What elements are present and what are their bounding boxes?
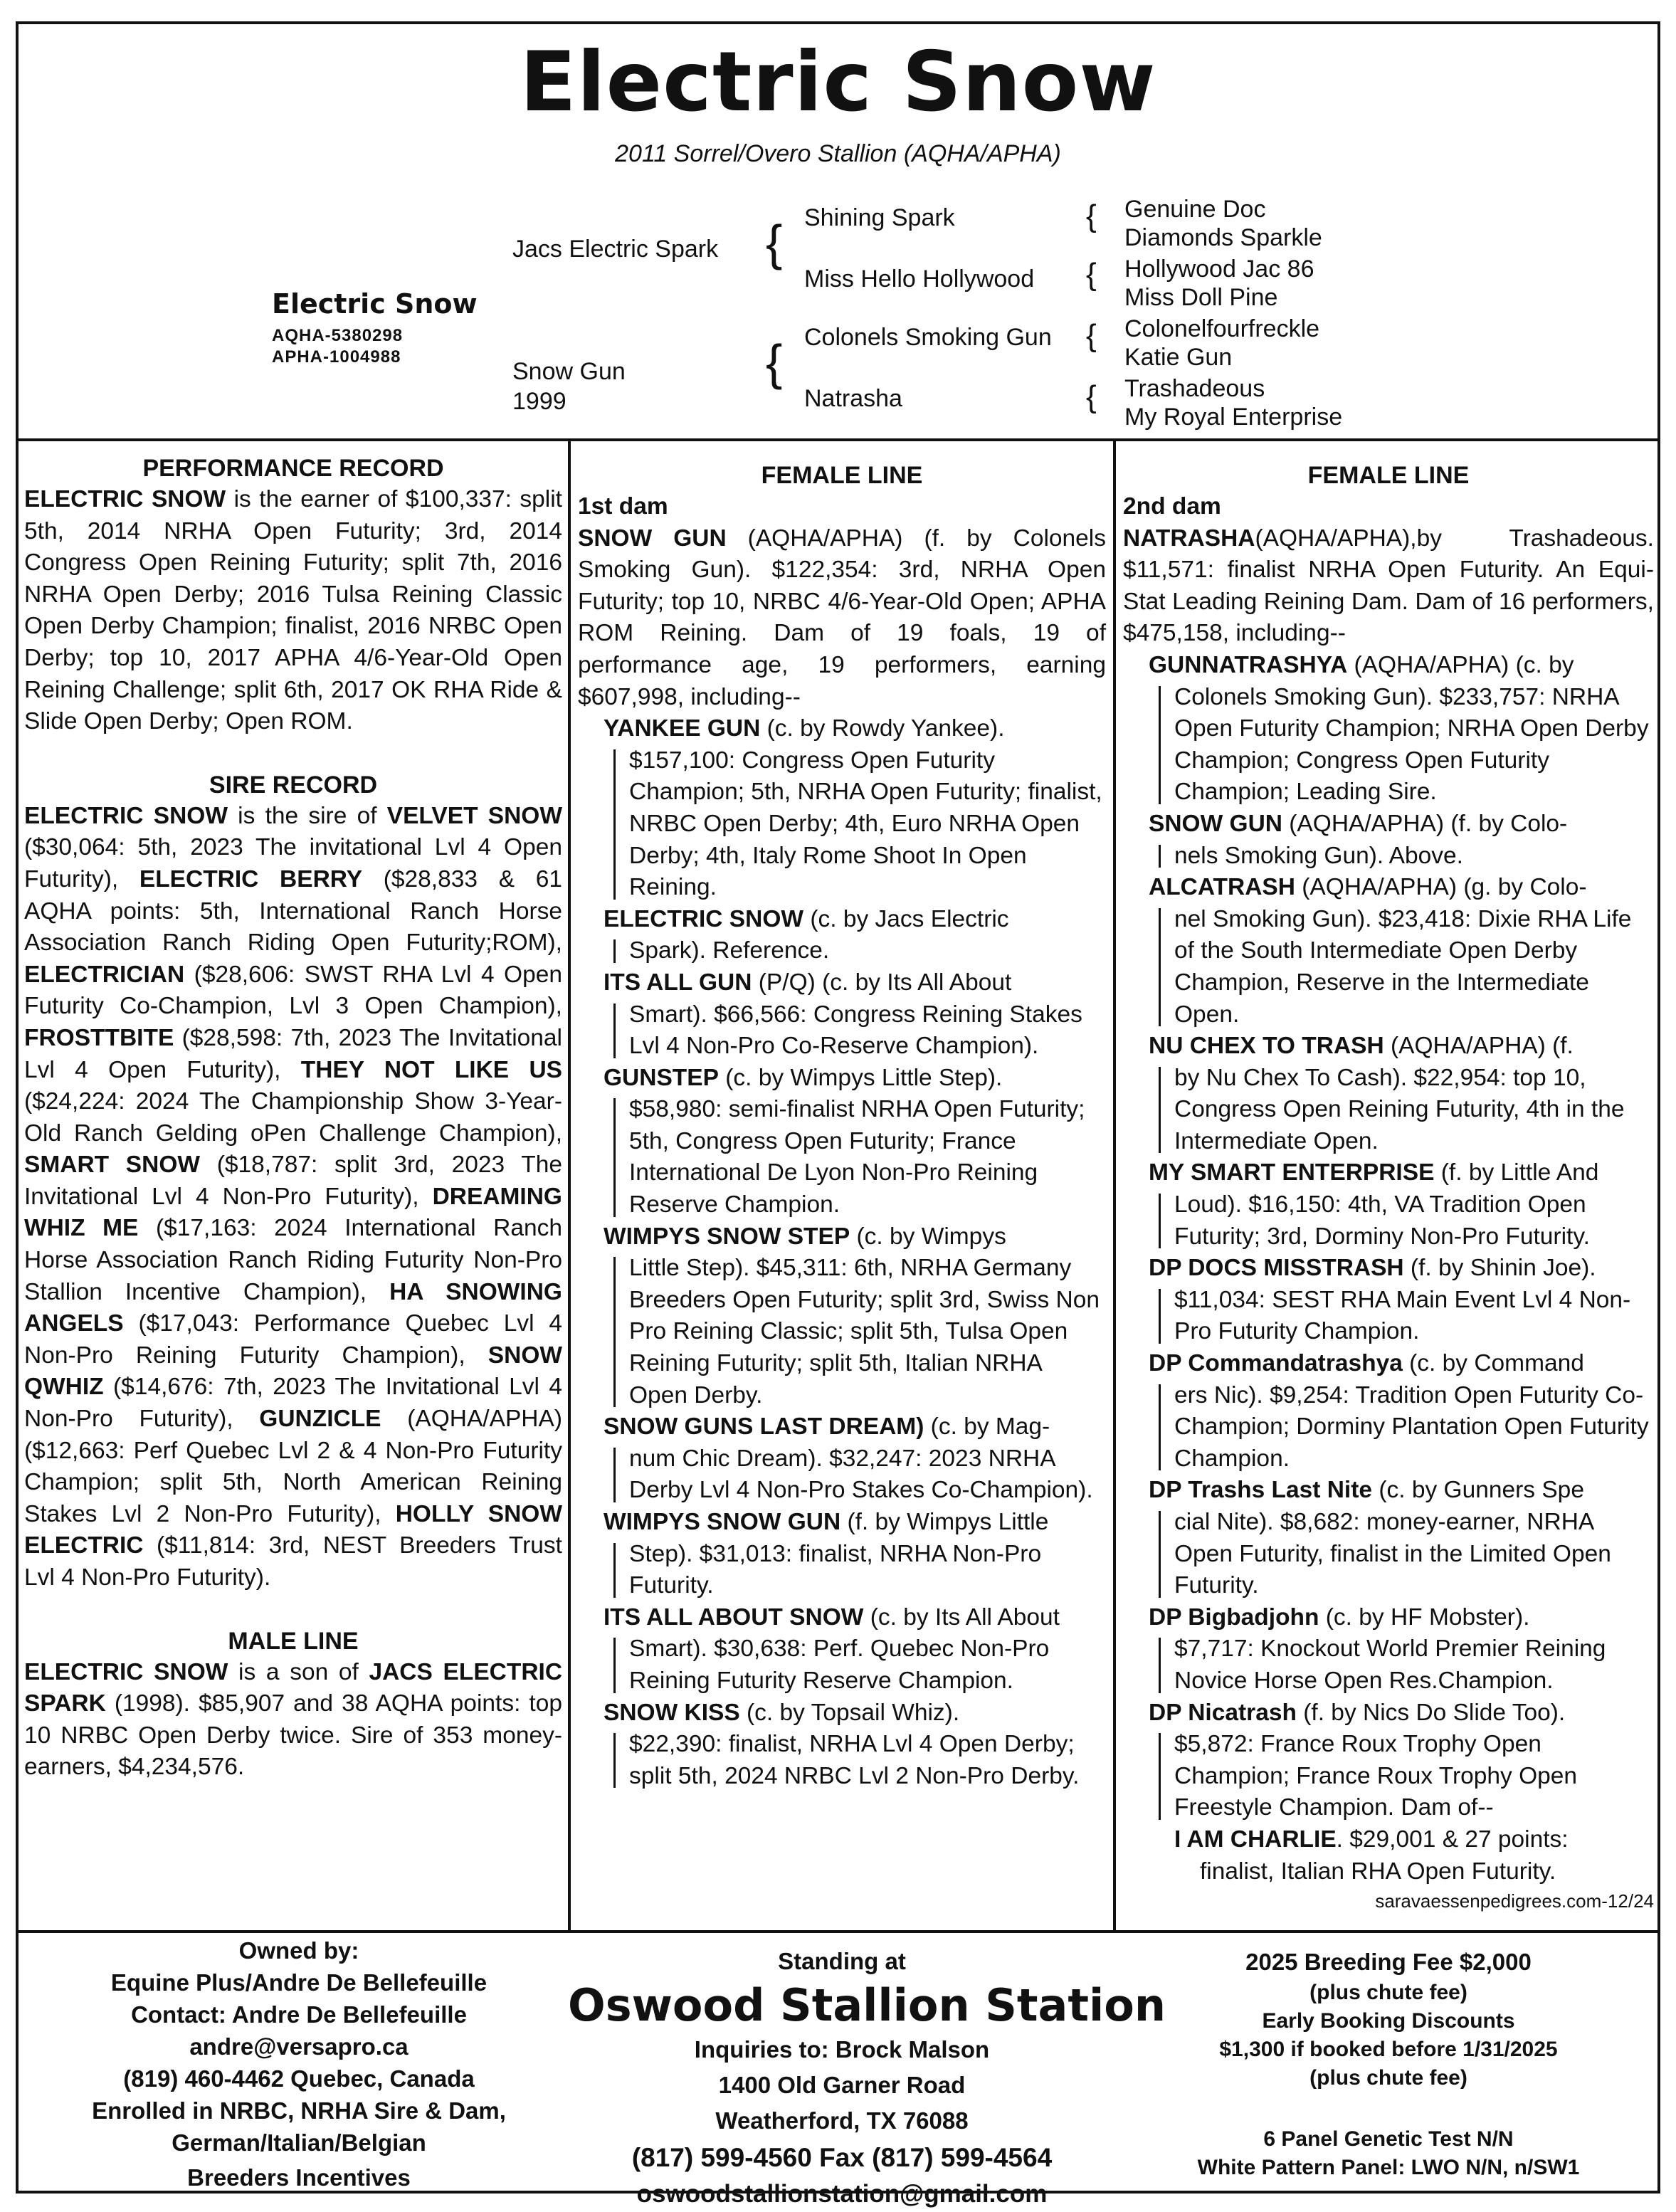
male-line-horse-name: JACS ELECTRIC SPARK: [24, 1658, 563, 1717]
grand-produce-sire: . $29,001 & 27 points:: [1336, 1826, 1569, 1853]
second-dam-produce-entry-header: [1149, 1253, 1654, 1285]
column-female-line-1: [578, 450, 1106, 1930]
sire-record-horse-name: HA SNOWING ANGELS: [24, 1278, 562, 1337]
pedigree-brace-ss: {: [1086, 199, 1097, 233]
second-dam-produce-entry: [1149, 809, 1654, 872]
pedigree-ddd: My Royal Enterprise: [1124, 404, 1343, 431]
column-divider-1: [568, 440, 571, 1932]
sire-record-horse-name: FROSTTBITE: [24, 1024, 174, 1051]
first-dam-produce-entry-name: SNOW KISS: [604, 1699, 740, 1726]
column-female-line-2: [1123, 450, 1654, 1930]
first-dam-label: 1st dam: [578, 493, 668, 520]
second-dam-produce-entry-name: DP Nicatrash: [1149, 1699, 1297, 1726]
second-dam-produce-entry-sire: (f. by Shinin Joe).: [1403, 1255, 1596, 1282]
first-dam-produce-entry: [604, 1602, 1106, 1697]
first-dam-produce-entry-sire: (c. by Rowdy Yankee).: [760, 715, 1005, 742]
performance-horse-name: ELECTRIC SNOW: [24, 486, 226, 512]
sire-record-horse-detail: ($28,606: SWST RHA Lvl 4 Open Futurity Co-Champion, Lvl 3 Open Champion),: [24, 961, 562, 1020]
second-dam-produce-entry-sire: (AQHA/APHA) (f.: [1384, 1033, 1574, 1060]
pedigree-sire-dam: Miss Hello Hollywood: [804, 265, 1035, 293]
first-dam-produce-entry: [604, 1507, 1106, 1602]
second-dam-produce-entry-detail: $11,034: SEST RHA Main Event Lvl 4 Non-Pro Futurity Champion.: [1174, 1285, 1654, 1348]
pedigree-sire-sire: Shining Spark: [804, 204, 955, 231]
second-dam-produce-entry-detail: nels Smoking Gun). Above.: [1174, 841, 1654, 873]
first-dam-produce-entry-header: [604, 1602, 1106, 1634]
second-dam-produce-entry-name: DP Bigbadjohn: [1149, 1603, 1319, 1631]
pedigree-dam-dam: Natrasha: [804, 385, 902, 412]
second-dam-produce-entry: [1149, 1157, 1654, 1253]
sire-record-horse-name: DREAMING WHIZ ME: [24, 1183, 562, 1242]
breeding-fee-block: [1116, 1946, 1661, 2182]
first-dam-produce-entry: [604, 904, 1106, 967]
grand-produce-detail: finalist, Italian RHA Open Futurity.: [1200, 1858, 1556, 1885]
first-dam-text: (AQHA/APHA) (f. by Colonels Smoking Gun). $122,354: 3rd, NRHA Open Futurity; top 10, NRBC 4/6-Year-Old Open; APHA ROM Reining. Dam of 19 foals, 19 of performance age, 19 performers, earning $607,998, including--: [578, 525, 1106, 710]
first-dam-produce-entry-header: [604, 1697, 1106, 1729]
divider-bottom: [19, 1930, 1657, 1933]
page-title: Electric Snow: [520, 34, 1156, 130]
second-dam-produce-entry-sire: (f. by Nics Do Slide Too).: [1296, 1699, 1566, 1726]
pedigree-sire: Jacs Electric Spark: [512, 236, 719, 263]
first-dam-produce-entry-header: [604, 1507, 1106, 1539]
male-line-horse-detail: (1998). $85,907 and 38 AQHA points: top 10 NRBC Open Derby twice. Sire of 353 money-earners, $4,234,576.: [24, 1690, 562, 1781]
female-line-2-heading: FEMALE LINE: [1307, 462, 1470, 489]
second-dam-produce-entry-name: ALCATRASH: [1149, 874, 1295, 901]
second-dam-produce-entry-header: [1149, 872, 1654, 904]
second-dam-produce-entry-header: [1149, 1348, 1654, 1380]
pedigree-dam-sire: Colonels Smoking Gun: [804, 324, 1052, 351]
sire-record-horse-detail: ($14,676: 7th, 2023 The Invitational Lvl 4 Non-Pro Futurity),: [24, 1374, 562, 1433]
standing-heading: Standing at: [778, 1948, 906, 1974]
genetic-test: 6 Panel Genetic Test N/N: [1263, 2127, 1514, 2151]
male-line-horse-detail: is a son of: [228, 1658, 369, 1685]
grand-produce-name: I AM CHARLIE: [1174, 1826, 1337, 1853]
second-dam-produce-entry-sire: (c. by HF Mobster).: [1319, 1603, 1530, 1631]
station-inquiries: Inquiries to: Brock Malson: [694, 2036, 990, 2063]
second-dam-produce-entry-detail: Loud). $16,150: 4th, VA Tradition Open Futurity; 3rd, Dorminy Non-Pro Futurity.: [1174, 1189, 1654, 1253]
first-dam-produce-entry-sire: (P/Q) (c. by Its All About: [752, 969, 1012, 996]
second-dam-produce-entry-header: [1149, 1475, 1654, 1507]
first-dam-produce-entry-name: ITS ALL GUN: [604, 969, 752, 996]
owner-heading: Owned by:: [238, 1937, 359, 1964]
first-dam-produce-entry-name: WIMPYS SNOW STEP: [604, 1223, 850, 1250]
second-dam-produce-entry-sire: (c. by Gunners Spe: [1372, 1477, 1584, 1504]
second-dam-produce-entry-detail: ers Nic). $9,254: Tradition Open Futurity Co-Champion; Dorminy Plantation Open Futurity Champion.: [1174, 1380, 1654, 1475]
early-booking-note: (plus chute fee): [1309, 2066, 1467, 2090]
first-dam-produce-entry-sire: (c. by Wimpys Little Step).: [718, 1064, 1003, 1091]
sire-record-horse-detail: ($28,833 & 61 AQHA points: 5th, International Ranch Horse Association Ranch Riding Open Futurity;ROM),: [24, 865, 562, 957]
first-dam-produce-entry: [604, 1063, 1106, 1221]
second-dam-produce-entry-detail: by Nu Chex To Cash). $22,954: top 10, Congress Open Reining Futurity, 4th in the Intermediate Open.: [1174, 1063, 1654, 1158]
first-dam-produce-entry-name: GUNSTEP: [604, 1064, 719, 1091]
first-dam-produce-entry-detail: $22,390: finalist, NRHA Lvl 4 Open Derby; split 5th, 2024 NRBC Lvl 2 Non-Pro Derby.: [629, 1729, 1106, 1792]
sire-record-horse-name: THEY NOT LIKE US: [300, 1056, 562, 1083]
second-dam-produce-entry-header: [1149, 650, 1654, 682]
male-line-heading: MALE LINE: [228, 1627, 359, 1655]
apha-registration: APHA-1004988: [272, 347, 401, 367]
standing-block: [568, 1946, 1166, 2212]
second-dam-produce-entry: [1149, 872, 1654, 1031]
sire-record-horse-name: SNOW QWHIZ: [24, 1342, 562, 1401]
second-dam-produce-entry-name: DP Commandatrashya: [1149, 1350, 1403, 1377]
performance-record: [24, 484, 562, 738]
owner-enrollment: Enrolled in NRBC, NRHA Sire & Dam,: [92, 2097, 506, 2124]
sire-record-horse-detail: ($30,064: 5th, 2023 The invitational Lvl 4 Open Futurity),: [24, 834, 562, 892]
station-email-link[interactable]: oswoodstallionstation@gmail.com: [636, 2180, 1048, 2208]
second-dam-produce-list: [1123, 650, 1654, 1824]
second-dam-produce-entry-sire: (AQHA/APHA) (g. by Colo-: [1295, 874, 1587, 901]
column-divider-2: [1113, 440, 1116, 1932]
first-dam-produce-entry: [604, 1411, 1106, 1507]
first-dam-produce-entry: [604, 713, 1106, 904]
second-dam-produce-entry: [1149, 1348, 1654, 1475]
pedigree-horse-name: Electric Snow: [272, 288, 478, 320]
owner-email-link[interactable]: andre@versapro.ca: [189, 2033, 409, 2060]
performance-text: is the earner of $100,337: split 5th, 2014 NRHA Open Futurity; 3rd, 2014 Congress Open Reining Futurity; split 7th, 2016 NRHA Open Derby; 2016 Tulsa Reining Classic Open Derby Champion; finalist, 2016 NRBC Open Derby; top 10, 2017 APHA 4/6-Year-Old Open Reining Challenge; split 6th, 2017 OK RHA Ride & Slide Open Derby; Open ROM.: [24, 486, 562, 735]
second-dam-produce-entry-name: DP DOCS MISSTRASH: [1149, 1255, 1404, 1282]
female-line-1-heading: FEMALE LINE: [761, 462, 923, 489]
owner-incentives-label: Breeders Incentives: [187, 2164, 411, 2191]
first-dam-produce-entry-header: [604, 1411, 1106, 1443]
sire-record-heading: SIRE RECORD: [209, 771, 378, 799]
second-dam-produce-entry-name: GUNNATRASHYA: [1149, 651, 1348, 678]
early-booking-label: Early Booking Discounts: [1262, 2009, 1515, 2033]
aqha-registration: AQHA-5380298: [272, 326, 404, 345]
first-dam-produce-entry-detail: $157,100: Congress Open Futurity Champion; 5th, NRHA Open Futurity; finalist, NRBC Open Derby; 4th, Euro NRHA Open Derby; 4th, Italy Rome Shoot In Open Reining.: [629, 745, 1106, 904]
first-dam-produce-entry-detail: Spark). Reference.: [629, 935, 1106, 967]
owner-phone: (819) 460-4462 Quebec, Canada: [123, 2065, 475, 2092]
second-dam-produce-entry-detail: nel Smoking Gun). $23,418: Dixie RHA Life of the South Intermediate Open Derby Champion, Reserve in the Intermediate Open.: [1174, 904, 1654, 1031]
first-dam-produce-entry-sire: (c. by Topsail Whiz).: [739, 1699, 960, 1726]
pedigree-dam-year: 1999: [512, 388, 566, 415]
pedigree-brace-sire: {: [766, 215, 783, 270]
breeding-fee-note: (plus chute fee): [1309, 1981, 1467, 2004]
first-dam-produce-entry-name: ITS ALL ABOUT SNOW: [604, 1603, 864, 1631]
second-dam-text: (AQHA/APHA),by Trashadeous. $11,571: finalist NRHA Open Futurity. An Equi-Stat Leading Reining Dam. Dam of 16 performers, $475,158, including--: [1123, 525, 1654, 647]
first-dam-produce-entry-detail: num Chic Dream). $32,247: 2023 NRHA Derby Lvl 4 Non-Pro Stakes Co-Champion).: [629, 1443, 1106, 1507]
sire-record-horse-detail: (AQHA/APHA) ($12,663: Perf Quebec Lvl 2 & 4 Non-Pro Futurity Champion; split 5th, North American Reining Stakes Lvl 2 Non-Pro Futurity),: [24, 1406, 562, 1527]
first-dam-produce-entry-detail: $58,980: semi-finalist NRHA Open Futurity; 5th, Congress Open Futurity; France International De Lyon Non-Pro Reining Reserve Champion.: [629, 1094, 1106, 1221]
pedigree-sdd: Miss Doll Pine: [1124, 284, 1278, 311]
first-dam-produce-entry-header: [604, 1063, 1106, 1095]
early-booking-price: $1,300 if booked before 1/31/2025: [1219, 2038, 1558, 2061]
first-dam-produce-entry-header: [604, 904, 1106, 936]
second-dam-produce-entry-header: [1149, 1697, 1654, 1729]
first-dam-produce-entry-detail: Smart). $30,638: Perf. Quebec Non-Pro Reining Futurity Reserve Champion.: [629, 1633, 1106, 1697]
second-dam-produce-entry-sire: (f. by Little And: [1434, 1159, 1599, 1186]
second-dam-produce-entry-detail: $7,717: Knockout World Premier Reining Novice Horse Open Res.Champion.: [1174, 1633, 1654, 1697]
station-city: Weatherford, TX 76088: [715, 2107, 969, 2134]
column-performance: [24, 450, 562, 1930]
owner-incentives-countries: German/Italian/Belgian: [172, 2129, 426, 2156]
second-dam-produce-entry: [1149, 1602, 1654, 1697]
pedigree-credit: saravaessenpedigrees.com-12/24: [1375, 1890, 1654, 1912]
first-dam-record: [578, 523, 1106, 714]
first-dam-produce-entry-sire: (f. by Wimpys Little: [840, 1509, 1049, 1535]
second-dam-label: 2nd dam: [1123, 493, 1221, 520]
second-dam-name: NATRASHA: [1123, 525, 1255, 552]
performance-heading: PERFORMANCE RECORD: [142, 455, 444, 482]
sire-record-horse-detail: ($18,787: split 3rd, 2023 The Invitational Lvl 4 Non-Pro Futurity),: [24, 1152, 562, 1210]
sire-record-horse-detail: ($17,163: 2024 International Ranch Horse Association Ranch Riding Futurity Non-Pro Stallion Incentive Champion),: [24, 1215, 562, 1305]
second-dam-produce-entry: [1149, 650, 1654, 809]
stallion-ad-page: [16, 21, 1660, 2208]
first-dam-produce-entry-name: ELECTRIC SNOW: [604, 905, 804, 932]
pedigree-sss: Genuine Doc: [1124, 196, 1266, 223]
second-dam-produce-entry-name: NU CHEX TO TRASH: [1149, 1033, 1384, 1060]
second-dam-produce-entry: [1149, 1253, 1654, 1348]
first-dam-produce-entry-name: WIMPYS SNOW GUN: [604, 1509, 841, 1535]
first-dam-produce-list: [578, 713, 1106, 1792]
breeding-fee: 2025 Breeding Fee $2,000: [1245, 1949, 1532, 1975]
second-dam-produce-entry-name: MY SMART ENTERPRISE: [1149, 1159, 1435, 1186]
sire-record-text: [24, 801, 562, 1594]
first-dam-produce-entry: [604, 967, 1106, 1063]
sire-record-horse-name: VELVET SNOW: [386, 802, 562, 829]
first-dam-produce-entry-detail: Smart). $66,566: Congress Reining Stakes Lvl 4 Non-Pro Co-Reserve Champion).: [629, 999, 1106, 1063]
first-dam-produce-entry-header: [604, 967, 1106, 999]
station-address: 1400 Old Garner Road: [718, 2072, 966, 2098]
station-phone: (817) 599-4560 Fax (817) 599-4564: [631, 2143, 1053, 2172]
first-dam-produce-entry-name: SNOW GUNS LAST DREAM): [604, 1413, 924, 1441]
pedigree-sds: Hollywood Jac 86: [1124, 256, 1314, 283]
sire-record-horse-name: SMART SNOW: [24, 1152, 201, 1179]
first-dam-name: SNOW GUN: [578, 525, 727, 552]
second-dam-produce-entry-detail: $5,872: France Roux Trophy Open Champion; France Roux Trophy Open Freestyle Champion. Dam of--: [1174, 1729, 1654, 1824]
sire-record-horse-detail: ($11,814: 3rd, NEST Breeders Trust Lvl 4 Non-Pro Futurity).: [24, 1532, 562, 1591]
page-subtitle: 2011 Sorrel/Overo Stallion (AQHA/APHA): [615, 140, 1061, 167]
male-line-horse-name: ELECTRIC SNOW: [24, 1658, 228, 1685]
sire-record-horse-name: ELECTRICIAN: [24, 961, 185, 988]
second-dam-produce-entry: [1149, 1697, 1654, 1824]
second-dam-produce-entry: [1149, 1031, 1654, 1157]
sire-record-horse-detail: ($24,224: 2024 The Championship Show 3-Year-Old Ranch Gelding oPen Challenge Champion),: [24, 1088, 562, 1147]
sire-record-horse-name: GUNZICLE: [259, 1406, 381, 1433]
second-dam-produce-entry-sire: (AQHA/APHA) (f. by Colo-: [1282, 810, 1568, 837]
second-dam-produce-entry-header: [1149, 1031, 1654, 1063]
first-dam-produce-entry-sire: (c. by Mag-: [924, 1413, 1050, 1441]
pedigree-brace-ds: {: [1086, 318, 1097, 353]
second-dam-produce-entry: [1149, 1475, 1654, 1601]
first-dam-produce-entry-detail: Step). $31,013: finalist, NRHA Non-Pro Futurity.: [629, 1539, 1106, 1602]
first-dam-produce-entry-name: YANKEE GUN: [604, 715, 761, 742]
first-dam-produce-entry: [604, 1697, 1106, 1793]
owner-name: Equine Plus/Andre De Bellefeuille: [110, 1969, 487, 1996]
white-pattern-panel: White Pattern Panel: LWO N/N, n/SW1: [1197, 2156, 1580, 2179]
sire-record-horse-detail: ($17,043: Performance Quebec Lvl 4 Non-Pro Reining Futurity Champion),: [24, 1310, 562, 1369]
pedigree-brace-dd: {: [1086, 379, 1097, 414]
pedigree-brace-sd: {: [1086, 257, 1097, 292]
sire-record-horse-name: ELECTRIC BERRY: [139, 865, 363, 892]
second-dam-produce-entry-header: [1149, 1602, 1654, 1634]
first-dam-produce-entry-sire: (c. by Its All About: [863, 1603, 1060, 1631]
pedigree-dam: Snow Gun: [512, 358, 626, 385]
second-dam-produce-entry-header: [1149, 1157, 1654, 1189]
first-dam-produce-entry-header: [604, 1221, 1106, 1253]
second-dam-produce-entry-name: SNOW GUN: [1149, 810, 1282, 837]
pedigree-dds: Trashadeous: [1124, 375, 1265, 402]
sire-record-horse-detail: is the sire of: [227, 802, 387, 829]
second-dam-record: [1123, 523, 1654, 650]
first-dam-produce-entry: [604, 1221, 1106, 1412]
owner-contact: Contact: Andre De Bellefeuille: [131, 2001, 467, 2028]
first-dam-produce-entry-detail: Little Step). $45,311: 6th, NRHA Germany Breeders Open Futurity; split 3rd, Swiss Non Pro Reining Classic; split 5th, Tulsa Open Reining Futurity; split 5th, Italian NRHA Open Derby.: [629, 1253, 1106, 1411]
first-dam-produce-entry-sire: (c. by Jacs Electric: [803, 905, 1009, 932]
pedigree-ssd: Diamonds Sparkle: [1124, 224, 1322, 251]
pedigree-brace-dam: {: [766, 335, 783, 390]
first-dam-produce-entry-header: [604, 713, 1106, 745]
sire-record-horse-name: HOLLY SNOW ELECTRIC: [24, 1500, 562, 1559]
pedigree-dss: Colonelfourfreckle: [1124, 315, 1320, 342]
second-dam-produce-entry-header: [1149, 809, 1654, 841]
male-line-text: [24, 1657, 562, 1784]
divider-top: [19, 438, 1657, 441]
second-dam-produce-entry-detail: Colonels Smoking Gun). $233,757: NRHA Open Futurity Champion; NRHA Open Derby Champion; Congress Open Futurity Champion; Leading Sire.: [1174, 682, 1654, 809]
pedigree-dsd: Katie Gun: [1124, 344, 1233, 371]
first-dam-produce-entry-sire: (c. by Wimpys: [850, 1223, 1006, 1250]
sire-record-horse-detail: ($28,598: 7th, 2023 The Invitational Lvl 4 Open Futurity),: [24, 1024, 562, 1083]
second-dam-produce-entry-name: DP Trashs Last Nite: [1149, 1477, 1373, 1504]
grand-produce-entry: [1174, 1824, 1654, 1887]
owner-block: [28, 1934, 569, 2193]
second-dam-produce-entry-sire: (c. by Command: [1402, 1350, 1584, 1377]
sire-record-horse-name: ELECTRIC SNOW: [24, 802, 228, 829]
second-dam-produce-entry-detail: cial Nite). $8,682: money-earner, NRHA Open Futurity, finalist in the Limited Open Futurity.: [1174, 1507, 1654, 1602]
station-name: Oswood Stallion Station: [568, 1979, 1166, 2031]
second-dam-produce-entry-sire: (AQHA/APHA) (c. by: [1347, 651, 1574, 678]
